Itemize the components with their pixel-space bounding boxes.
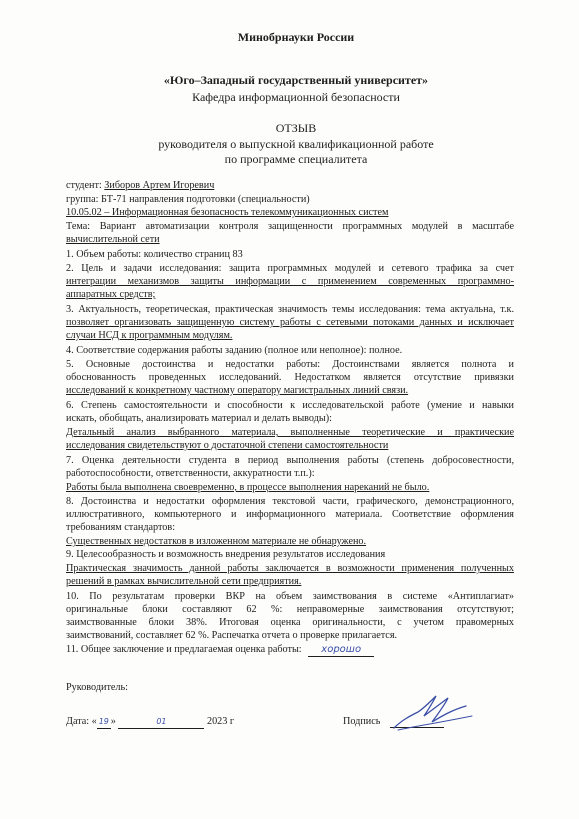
signature-scribble [388, 690, 478, 734]
item-11 [66, 644, 514, 657]
item-6-line-2: искать, обобщать, анализировать материал и делать выводы): [66, 413, 332, 424]
item-10-line-4: заимствований, составляет 62 %. Распечатка отчета о проверке прилагается. [66, 630, 398, 641]
item-5-line-1: 5. Основные достоинства и недостатки работы: Достоинствами является полнота и [66, 359, 514, 370]
item-4: 4. Соответствие содержания работы заданию (полное или неполное): полное. [66, 345, 403, 356]
specialty-line: 10.05.02 – Информационная безопасность телекоммуникационных систем [66, 207, 389, 218]
topic-line-1: Тема: Вариант автоматизации контроля защищенности программных модулей в масштабе [66, 221, 514, 232]
item-10-line-2: оригинальные блоки составляют 62 %: неправомерные заимствования отсутствуют; [66, 604, 514, 615]
item-2-line-3: аппаратных средств; [66, 289, 156, 300]
date-month: 01 [156, 717, 167, 726]
signature-label: Подпись [343, 716, 381, 727]
item-10-line-3: заимствованные блоки 38%. Итоговая оценка оригинальности, с учетом правомерных [66, 617, 514, 628]
item-11-label: 11. Общее заключение и предлагаемая оценка работы: [66, 644, 302, 655]
item-3-line-3: случаи НСД к программным модулям. [66, 330, 233, 341]
item-8-line-1: 8. Достоинства и недостатки оформления текстовой части, графического, демонстрационного, [66, 496, 514, 507]
date-month-field [118, 716, 204, 729]
student-label: студент: [66, 180, 102, 191]
item-5-line-2: обоснованность проведенных исследований. Недостатком является отсутствие привязки [66, 372, 514, 383]
department-name: Кафедра информационной безопасности [192, 90, 400, 104]
item-9: 9. Целесообразность и возможность внедрения результатов исследования [66, 549, 386, 560]
item-9-line-2: Практическая значимость данной работы заключается в возможности применения полученных [66, 563, 514, 574]
date-close-quote: » [110, 716, 116, 727]
item-8-line-3: требованиям стандартов: [66, 522, 176, 533]
item-5-line-3: исследований к конкретному частному оператору магистральных линий связи. [66, 385, 409, 396]
item-9-line-3: решений в рамках вычислительной сети предприятия. [66, 576, 302, 587]
item-7-line-1: 7. Оценка деятельности студента в период выполнения работы (степень добросовестности, [66, 455, 514, 466]
date-day-field [97, 716, 111, 729]
item-6-line-4: исследования свидетельствуют о достаточной степени самостоятельности [66, 440, 389, 451]
date-year: 2023 г [206, 716, 235, 727]
item-8-line-4: Существенных недостатков в изложенном материале не обнаружено. [66, 536, 367, 547]
item-10-line-1: 10. По результатам проверки ВКР на объем заимствования в системе «Антиплагиат» [66, 591, 514, 602]
item-3-line-2: позволяет организовать защищенную систему работы с сетевыми потоками данных и исключает [66, 317, 514, 328]
grade-handwritten: хорошо [321, 644, 362, 655]
student-line [66, 180, 514, 192]
item-2-line-1: 2. Цель и задачи исследования: защита программных модулей и сетевого трафика за счет [66, 263, 514, 274]
item-1: 1. Объем работы: количество страниц 83 [66, 249, 243, 260]
date-day: 19 [98, 717, 109, 726]
item-2-line-2: интеграции механизмов защиты информации с применением современных программно- [66, 276, 514, 287]
item-3-line-1: 3. Актуальность, теоретическая, практическая значимость темы исследования: тема актуальна, т.к. [66, 304, 514, 315]
university-name: «Юго–Западный государственный университет» [163, 73, 429, 87]
title-line-1: руководителя о выпускной квалификационной работе [158, 137, 434, 151]
ministry-name: Минобрнауки России [237, 30, 355, 44]
item-7-line-2: работоспособности, ответственности, аккуратности т.п.): [66, 468, 315, 479]
date-line [66, 716, 286, 729]
item-7-line-3: Работы была выполнена своевременно, в процессе выполнения нареканий не было. [66, 482, 430, 493]
item-6-line-1: 6. Степень самостоятельности и способности к исследовательской работе (умение и навыки [66, 400, 514, 411]
supervisor-label: Руководитель: [66, 682, 128, 693]
topic-line-2: вычислительной сети [66, 234, 160, 245]
document-title: ОТЗЫВ [275, 121, 317, 135]
item-8-line-2: иллюстративного, компьютерного и информационного материала. Соответствие оформления [66, 509, 514, 520]
group-line: группа: БТ-71 направления подготовки (специальности) [66, 194, 310, 205]
item-6-line-3: Детальный анализ выбранного материала, выполненные теоретические и практические [66, 427, 514, 438]
date-label: Дата: « [66, 716, 97, 727]
student-name: Зиборов Артем Игоревич [104, 180, 215, 191]
title-line-2: по программе специалитета [224, 152, 368, 166]
grade-field [308, 644, 374, 657]
